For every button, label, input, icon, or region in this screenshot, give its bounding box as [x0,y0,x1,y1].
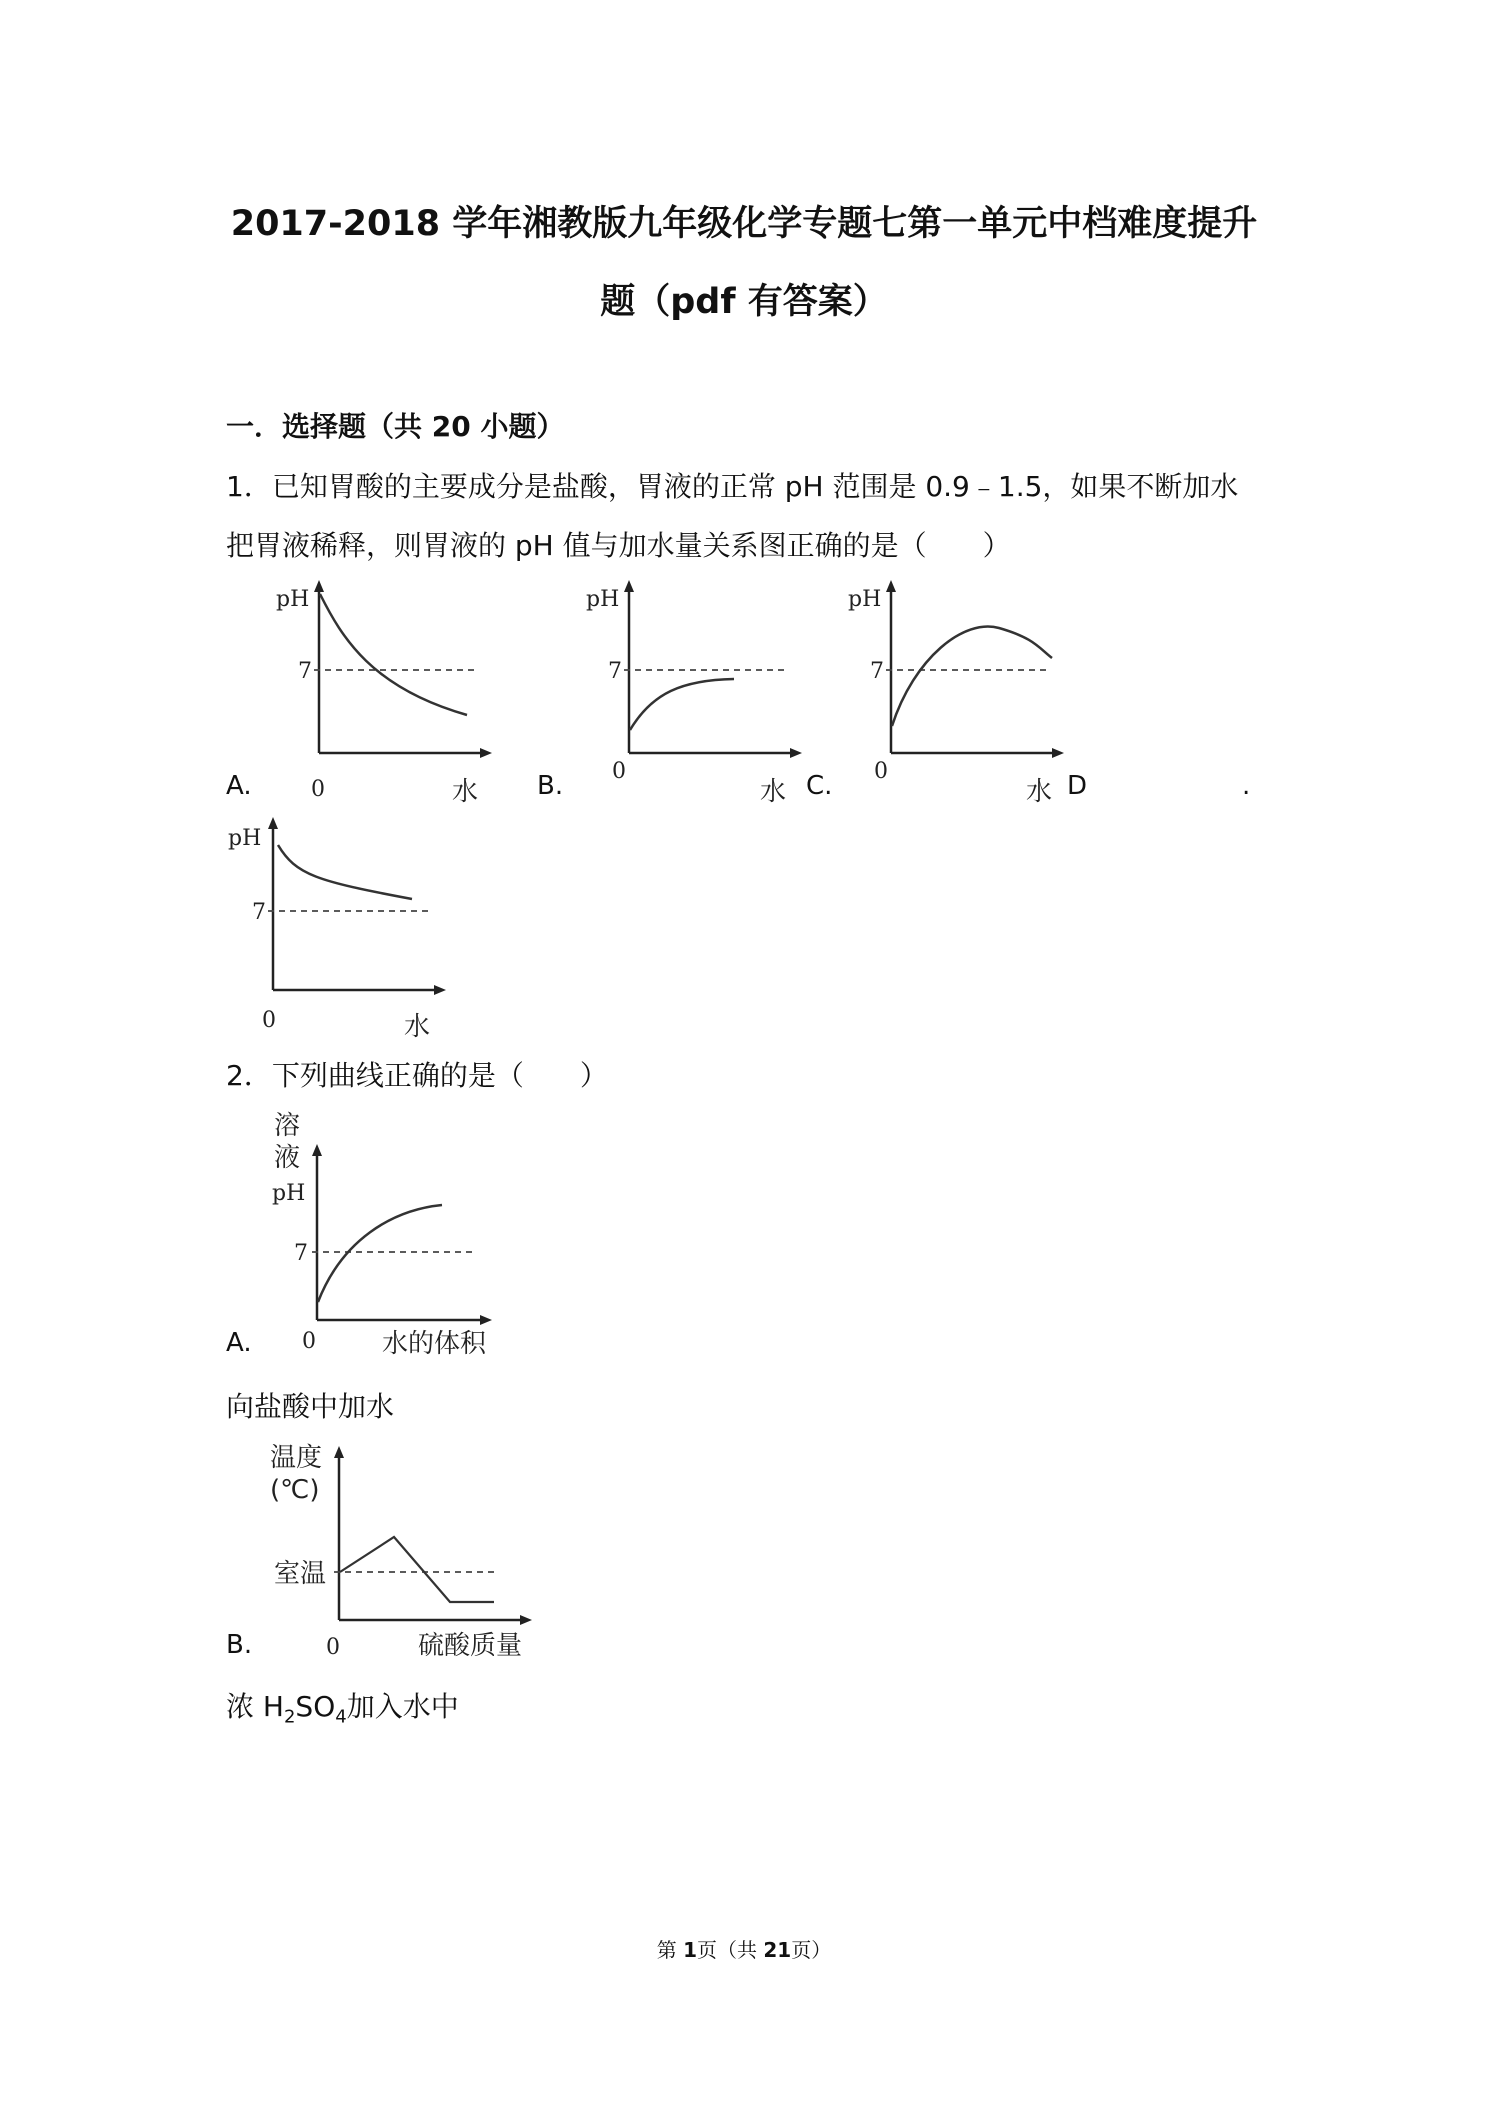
ref-line-label: 7 [870,659,884,684]
y-axis-label: pH [276,587,310,612]
y-axis-label-line-2: (℃) [270,1475,320,1505]
y-axis-label: pH [586,587,620,612]
origin-label: 0 [311,777,325,802]
question-1-line-1: 1．已知胃酸的主要成分是盐酸，胃液的正常 pH 范围是 0.9﹣1.5，如果不断加水 [226,470,1239,503]
y-axis-arrow [624,580,634,592]
origin-label: 0 [302,1329,316,1354]
caption-subscript-2: 2 [283,1706,296,1728]
footer-prefix: 第 [656,1938,684,1962]
q1-graph-b [572,578,812,806]
ref-line-label: 7 [298,659,312,684]
origin-label: 0 [612,759,626,784]
x-axis-label: 水 [404,1012,431,1042]
y-axis-label-line-1: 溶 [274,1111,301,1141]
origin-label: 0 [326,1635,340,1660]
x-axis-arrow [790,748,802,758]
y-axis-arrow [312,1144,322,1156]
q2-option-b-caption [226,1685,459,1728]
caption-mid: SO [295,1690,336,1723]
q2-graph-b [262,1432,542,1668]
y-axis-label-line-2: 液 [274,1143,301,1173]
y-axis-label: pH [228,826,262,851]
x-axis-arrow [1052,748,1064,758]
ref-line-label: 室温 [274,1559,327,1589]
ph-curve [630,679,734,730]
q2-option-a-label: A. [226,1328,252,1358]
footer-page-number: 1 [683,1938,698,1962]
temperature-curve [340,1537,494,1602]
x-axis-arrow [520,1615,532,1625]
ref-line-label: 7 [252,900,266,925]
question-2-line-1: 2．下列曲线正确的是（ ） [226,1059,608,1092]
ref-line-label: 7 [608,659,622,684]
q1-option-d-label: D [1067,771,1088,801]
y-axis-arrow [886,580,896,592]
ph-curve [320,594,467,715]
q1-option-a-label: A. [226,771,252,801]
q1-option-c-label: C. [806,771,833,801]
footer-total-pages: 21 [763,1938,792,1962]
x-axis-label: 水的体积 [382,1329,487,1359]
x-axis-label: 水 [1026,777,1053,806]
y-axis-arrow [268,817,278,829]
x-axis-arrow [434,985,446,995]
q1-option-b-label: B. [537,771,564,801]
section-heading: 一．选择题（共 20 小题） [226,410,565,443]
y-axis-arrow [314,580,324,592]
q1-graph-d [216,815,456,1043]
q1-option-d-period: . [1242,771,1251,801]
caption-prefix: 浓 H [226,1690,284,1723]
caption-suffix: 加入水中 [346,1690,459,1723]
origin-label: 0 [262,1008,276,1033]
x-axis-label: 水 [452,777,479,806]
question-1-line-2: 把胃液稀释，则胃液的 pH 值与加水量关系图正确的是（ ） [226,529,1011,562]
footer-suffix: 页） [791,1938,832,1962]
footer-middle: 页（共 [697,1938,764,1962]
y-axis-label-line-1: 温度 [270,1443,323,1473]
q1-graph-c [834,578,1074,806]
page-footer [0,1934,1488,1963]
q2-option-b-label: B. [226,1630,253,1660]
x-axis-arrow [480,1315,492,1325]
q2-graph-a [262,1100,512,1360]
y-axis-arrow [334,1446,344,1458]
q1-graph-a [262,578,502,806]
x-axis-arrow [480,748,492,758]
y-axis-label-line-3: pH [272,1181,306,1206]
y-axis-label: pH [848,587,882,612]
ref-line-label: 7 [294,1241,308,1266]
origin-label: 0 [874,759,888,784]
ph-curve [892,626,1052,726]
document-title-line-2: 题（pdf 有答案） [600,282,888,322]
ph-curve [318,1205,442,1302]
x-axis-label: 水 [760,777,787,806]
document-title-line-1: 2017-2018 学年湘教版九年级化学专题七第一单元中档难度提升 [230,204,1258,244]
x-axis-label: 硫酸质量 [418,1631,523,1661]
ph-curve [278,845,412,899]
q2-option-a-caption: 向盐酸中加水 [226,1390,395,1423]
caption-subscript-4: 4 [335,1706,347,1728]
